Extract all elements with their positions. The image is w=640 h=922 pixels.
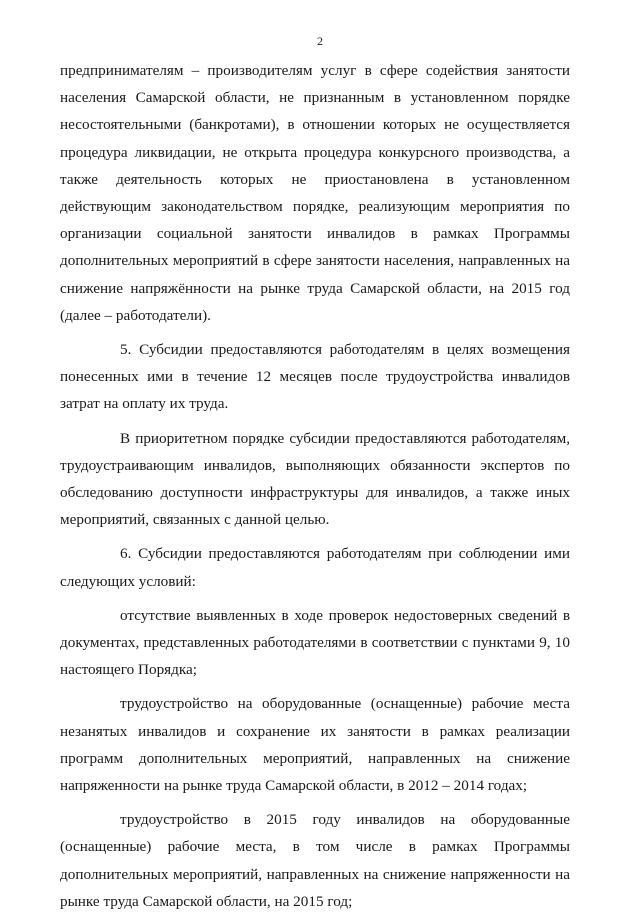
paragraph-condition-2012-2014: трудоустройство на оборудованные (оснащенные) рабочие места незанятых инвалидов и сохранение их занятости в рамках реализации программ дополнительных мероприятий, направленных на снижение напряженности на рынке труда Самарской области, в 2012 – 2014 годах;	[60, 695, 570, 795]
paragraph-priority-order: В приоритетном порядке субсидии предоставляются работодателям, трудоустраивающим инвалидов, выполняющих обязанности экспертов по обследованию доступности инфраструктуры для инвалидов, а также иных мероприятий, связанных с данной целью.	[60, 429, 570, 529]
page-number: 2	[317, 34, 323, 48]
paragraph-condition-documents: отсутствие выявленных в ходе проверок недостоверных сведений в документах, представленных работодателями в соответствии с пунктами 9, 10 настоящего Порядка;	[60, 606, 570, 679]
paragraph-item-6: 6. Субсидии предоставляются работодателям при соблюдении ими следующих условий:	[60, 545, 570, 590]
paragraph-employers-definition: предпринимателям – производителям услуг в сфере содействия занятости населения Самарской области, не признанным в установленном порядке несостоятельными (банкротами), в отношении которых не осуществляется процедура ликвидации, не открыта процедура конкурсного производства, а также деятельность которых не приостановлена в установленном действующим законодательством порядке, реализующим мероприятия по организации социальной занятости инвалидов в рамках Программы дополнительных мероприятий в сфере занятости населения, направленных на снижение напряжённости на рынке труда Самарской области, на 2015 год (далее – работодатели).	[60, 62, 570, 324]
paragraph-item-5: 5. Субсидии предоставляются работодателям в целях возмещения понесенных ими в течение 12 месяцев после трудоустройства инвалидов затрат на оплату их труда.	[60, 341, 570, 413]
paragraph-condition-2015: трудоустройство в 2015 году инвалидов на оборудованные (оснащенные) рабочие места, в том числе в рамках Программы дополнительных мероприятий, направленных на снижение напряженности на рынке труда Самарской области, на 2015 год;	[60, 811, 570, 910]
document-body	[60, 57, 570, 922]
